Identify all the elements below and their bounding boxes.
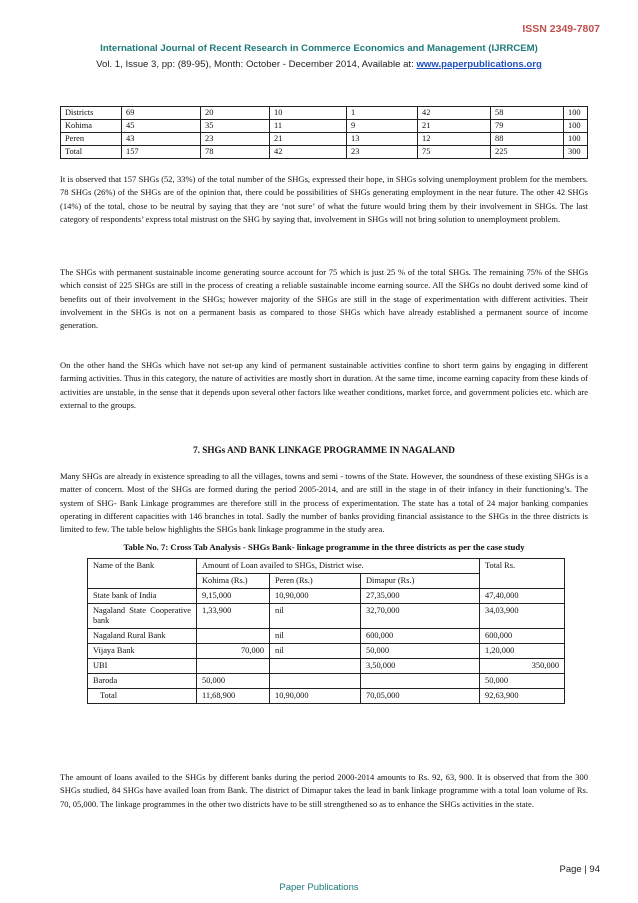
table-row bbox=[88, 644, 565, 659]
table-cell: 21 bbox=[270, 133, 347, 146]
table-cell: 50,000 bbox=[197, 674, 270, 689]
table-cell: 10,90,000 bbox=[270, 589, 361, 604]
journal-meta bbox=[30, 57, 608, 73]
table-cell: 34,03,900 bbox=[480, 604, 565, 629]
table-cell: 11 bbox=[270, 120, 347, 133]
table-row bbox=[61, 120, 588, 133]
table-cell: 225 bbox=[491, 146, 564, 159]
table-row bbox=[88, 659, 565, 674]
table-cell bbox=[197, 659, 270, 674]
table-cell: Vijaya Bank bbox=[88, 644, 197, 659]
table-cell: 88 bbox=[491, 133, 564, 146]
paragraph-sustainable-income: The SHGs with permanent sustainable income generating source account for 75 which is just 25 % of the total SHGs. The remaining 75% of the SHGs which consist of 225 SHGs are still in the process of creating a reliable sustainable income earning source. All the SHGs no doubt derived some kind of benefits out of their involvement in the SHGs; however majority of the SHGs are still in the stage of experimentation with different activities. Their involvement in the SHGs is not on a permanent basis as compared to those SHGs which have already established a permanent source of income generation. bbox=[60, 267, 588, 331]
table-cell: Baroda bbox=[88, 674, 197, 689]
table-cell: Districts bbox=[61, 107, 122, 120]
table-cell: 157 bbox=[122, 146, 201, 159]
header-dimapur: Dimapur (Rs.) bbox=[361, 574, 480, 589]
table-cell: 20 bbox=[201, 107, 270, 120]
table-cell: State bank of India bbox=[88, 589, 197, 604]
table-cell: 42 bbox=[418, 107, 491, 120]
table-caption: Table No. 7: Cross Tab Analysis - SHGs Bank- linkage programme in the three districts as per the case study bbox=[123, 542, 525, 552]
table-cell: 32,70,000 bbox=[361, 604, 480, 629]
table-cell: Nagaland Rural Bank bbox=[88, 629, 197, 644]
table-row bbox=[88, 629, 565, 644]
table-cell: 10,90,000 bbox=[270, 689, 361, 704]
table-row bbox=[88, 689, 565, 704]
paragraph-shg-existence: Many SHGs are already in existence spreading to all the villages, towns and semi - towns of the State. However, the soundness of these existing SHGs is a matter of concern. Most of the SHGs are formed during the period 2005-2014, and are still in the stage in of their infancy in their functioning’s. The system of SHG- Bank Linkage programmes are therefore still in the process of experimentation. The state has a total of 24 major banking companies operating in different capacities with 146 branches in total. Sadly the number of banks providing financial assistance to the SHGs in the three districts is limited to few. The table below highlights the SHGs bank linkage programme in the study area. bbox=[60, 471, 588, 535]
table-cell: 23 bbox=[201, 133, 270, 146]
table-cell: Nagaland State Cooperative bank bbox=[88, 604, 197, 629]
table-cell: 100 bbox=[564, 107, 588, 120]
table-cell: 350,000 bbox=[480, 659, 565, 674]
header-total: Total Rs. bbox=[480, 559, 565, 589]
table-cell: 42 bbox=[270, 146, 347, 159]
paragraph-unemployment-hope: It is observed that 157 SHGs (52, 33%) of the total number of the SHGs, expressed their hope, in SHGs solving unemployment problem for the members. 78 SHGs (26%) of the SHGs are of the opinion that, there could be possibilities of SHGs generating employment in the near future. The other 42 SHGs (14%) of the total, chose to be neutral by saying that they are ‘not sure’ of what the future would bring them by their involvement in SHGs. The last category of respondents’ express total mistrust on the SHG by saying that, involvement in SHGs will not bring solution to unemployment problem. bbox=[60, 174, 588, 224]
table-cell: 9,15,000 bbox=[197, 589, 270, 604]
table-cell: 43 bbox=[122, 133, 201, 146]
table-row bbox=[88, 674, 565, 689]
table-cell: 69 bbox=[122, 107, 201, 120]
table-row bbox=[61, 146, 588, 159]
table-cell: 300 bbox=[564, 146, 588, 159]
header-loan-amount: Amount of Loan availed to SHGs, District wise. bbox=[197, 559, 480, 574]
table-cell bbox=[361, 674, 480, 689]
table-cell: 70,05,000 bbox=[361, 689, 480, 704]
header-kohima: Kohima (Rs.) bbox=[197, 574, 270, 589]
bank-linkage-table bbox=[87, 558, 565, 704]
table-cell: 600,000 bbox=[480, 629, 565, 644]
table-cell: nil bbox=[270, 629, 361, 644]
table-cell bbox=[270, 674, 361, 689]
table-cell: Total bbox=[88, 689, 197, 704]
table-cell: 35 bbox=[201, 120, 270, 133]
header-peren: Peren (Rs.) bbox=[270, 574, 361, 589]
table-cell: 9 bbox=[347, 120, 418, 133]
issn-label: ISSN 2349-7807 bbox=[522, 23, 600, 35]
table-row bbox=[61, 133, 588, 146]
table-cell: 1,20,000 bbox=[480, 644, 565, 659]
table-cell: 75 bbox=[418, 146, 491, 159]
journal-url-link[interactable]: www.paperpublications.org bbox=[416, 59, 542, 70]
district-response-table bbox=[60, 106, 588, 159]
table-cell: 1,33,900 bbox=[197, 604, 270, 629]
paragraph-short-term-gains: On the other hand the SHGs which have not set-up any kind of permanent sustainable activities confine to short term gains by engaging in different farming activities. Thus in this category, the nature of activities are mostly short in duration. At the same time, income earning capacity from these kinds of activities are unstable, in the sense that it depends upon several other factors like weather conditions, market force, and government policies etc. which are external to the groups. bbox=[60, 360, 588, 410]
table-cell: 3,50,000 bbox=[361, 659, 480, 674]
table-row bbox=[61, 107, 588, 120]
table-cell: 100 bbox=[564, 133, 588, 146]
page-number: Page | 94 bbox=[559, 864, 600, 875]
table-cell: 11,68,900 bbox=[197, 689, 270, 704]
table-cell: 78 bbox=[201, 146, 270, 159]
table-cell: 70,000 bbox=[197, 644, 270, 659]
table-cell: 10 bbox=[270, 107, 347, 120]
table-cell: nil bbox=[270, 604, 361, 629]
table-cell: Peren bbox=[61, 133, 122, 146]
table-cell: 50,000 bbox=[480, 674, 565, 689]
table-cell: 100 bbox=[564, 120, 588, 133]
table-cell: 13 bbox=[347, 133, 418, 146]
table-cell: 21 bbox=[418, 120, 491, 133]
table-cell: 12 bbox=[418, 133, 491, 146]
table-cell: 50,000 bbox=[361, 644, 480, 659]
table-cell: 47,40,000 bbox=[480, 589, 565, 604]
table-cell: 58 bbox=[491, 107, 564, 120]
table-cell: Kohima bbox=[61, 120, 122, 133]
table-cell: 23 bbox=[347, 146, 418, 159]
table-row bbox=[88, 589, 565, 604]
publisher-footer: Paper Publications bbox=[279, 882, 359, 893]
table-cell: UBI bbox=[88, 659, 197, 674]
table-cell: 1 bbox=[347, 107, 418, 120]
header-bank-name: Name of the Bank bbox=[88, 559, 197, 589]
table-cell: nil bbox=[270, 644, 361, 659]
table-cell: 27,35,000 bbox=[361, 589, 480, 604]
table-cell bbox=[270, 659, 361, 674]
table-cell: Total bbox=[61, 146, 122, 159]
table-cell: 79 bbox=[491, 120, 564, 133]
journal-title: International Journal of Recent Research in Commerce Economics and Management (IJRRCEM) bbox=[100, 43, 538, 54]
table-header-row bbox=[88, 559, 565, 574]
section-heading: 7. SHGs AND BANK LINKAGE PROGRAMME IN NAGALAND bbox=[193, 445, 455, 455]
table-row bbox=[88, 604, 565, 629]
table-cell bbox=[197, 629, 270, 644]
paragraph-loan-summary: The amount of loans availed to the SHGs by different banks during the period 2000-2014 amounts to Rs. 92, 63, 900. It is observed that from the 300 SHGs studied, 84 SHGs have availed loan from Bank. The district of Dimapur takes the lead in bank linkage programme with a total loan volume of Rs. 70, 05,000. The linkage programmes in the other two districts have to be still strengthened so as to enhance the SHGs activities in the state. bbox=[60, 772, 588, 809]
table-cell: 92,63,900 bbox=[480, 689, 565, 704]
table-cell: 45 bbox=[122, 120, 201, 133]
table-cell: 600,000 bbox=[361, 629, 480, 644]
journal-header bbox=[30, 41, 608, 73]
journal-meta-text: Vol. 1, Issue 3, pp: (89-95), Month: October - December 2014, Available at: bbox=[96, 59, 417, 70]
